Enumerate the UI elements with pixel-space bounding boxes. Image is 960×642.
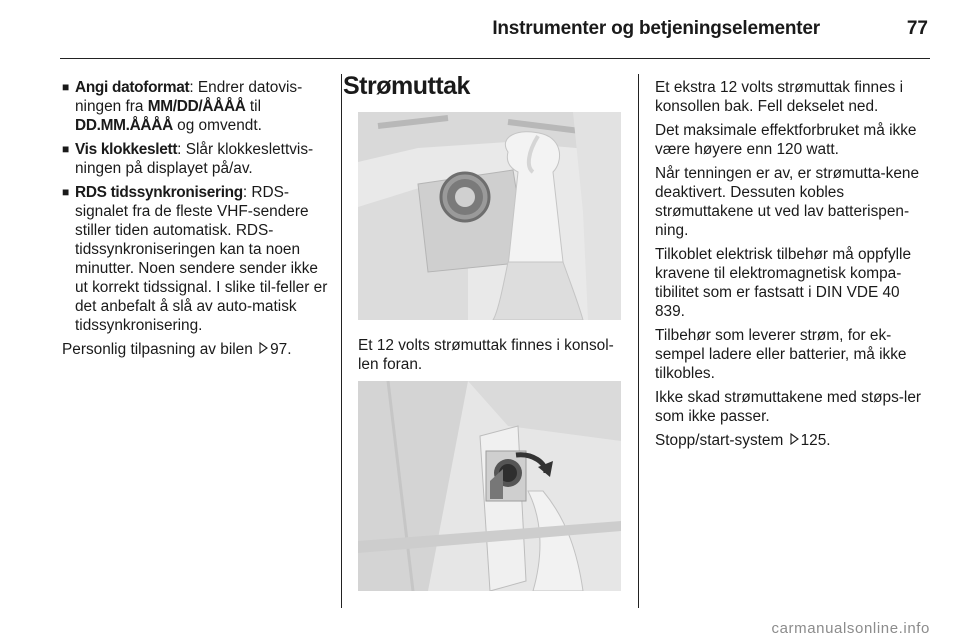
header-title: Instrumenter og betjeningselementer [492, 18, 820, 39]
date-format-code: MM/DD/ÅÅÅÅ [147, 98, 246, 115]
list-item [62, 78, 330, 135]
column-divider-right [638, 74, 639, 608]
term: RDS tidssynkronisering [75, 184, 243, 201]
stopp-start-reference[interactable] [655, 431, 925, 450]
section-heading: Strømuttak [343, 72, 470, 100]
left-column [62, 78, 330, 364]
paragraph: Det maksimale effektforbruket må ikke være høyere enn 120 watt. [655, 122, 917, 158]
rear-console-illustration [358, 381, 621, 591]
reference-page: 125. [800, 432, 831, 449]
item-text: : Endrer datovis-ningen fra [75, 79, 303, 115]
watermark: carmanualsonline.info [771, 620, 930, 637]
photo-caption [358, 336, 630, 379]
header-divider [60, 58, 930, 59]
item-text: : Slår klokkeslettvis-ningen på displayet på/av. [75, 141, 314, 177]
square-bullet-icon: ■ [62, 185, 70, 199]
list-item [62, 183, 330, 335]
personal-setup-reference[interactable] [62, 340, 330, 359]
page-reference-arrow-icon [790, 433, 799, 445]
paragraph: Når tenningen er av, er strømutta-kene deaktivert. Dessuten kobles strømuttakene ut ved lav batterispen-ning. [655, 165, 920, 239]
term: Vis klokkeslett [75, 141, 178, 158]
page-number: 77 [906, 18, 928, 39]
caption-text: Et 12 volts strømuttak finnes i konsol-len foran. [358, 337, 614, 373]
paragraph: Et ekstra 12 volts strømuttak finnes i konsollen bak. Fell dekselet ned. [655, 79, 904, 115]
square-bullet-icon: ■ [62, 80, 70, 94]
square-bullet-icon: ■ [62, 142, 70, 156]
paragraph: Tilbehør som leverer strøm, for ek-sempel ladere eller batterier, må ikke tilkobles. [655, 327, 907, 382]
item-text: til [245, 98, 262, 115]
reference-text: Stopp/start-system [655, 432, 784, 449]
front-console-illustration [358, 112, 621, 320]
date-format-code: DD.MM.ÅÅÅÅ [75, 117, 173, 134]
power-outlet-rear-photo [358, 381, 621, 591]
right-column [655, 78, 925, 455]
item-text: : RDS-signalet fra de fleste VHF-sendere stiller tiden automatisk. RDS-tidssynkroniseringen kan ta noen minutter. Noen sendere sender ikke ut korrekt tidssignal. I slike til-feller er det anbefalt å slå av auto-matisk tidssynkronisering. [75, 184, 328, 334]
power-outlet-front-photo [358, 112, 621, 320]
list-item [62, 140, 330, 178]
page-reference-arrow-icon [259, 342, 268, 354]
reference-text: Personlig tilpasning av bilen [62, 341, 253, 358]
column-divider-left [341, 74, 342, 608]
reference-page: 97. [270, 341, 292, 358]
item-text: og omvendt. [172, 117, 262, 134]
term: Angi datoformat [75, 79, 190, 96]
paragraph: Tilkoblet elektrisk tilbehør må oppfylle kravene til elektromagnetisk kompa-tibilitet som er fastsatt i DIN VDE 40 839. [655, 246, 912, 320]
paragraph: Ikke skad strømuttakene med støps-ler som ikke passer. [655, 389, 921, 425]
